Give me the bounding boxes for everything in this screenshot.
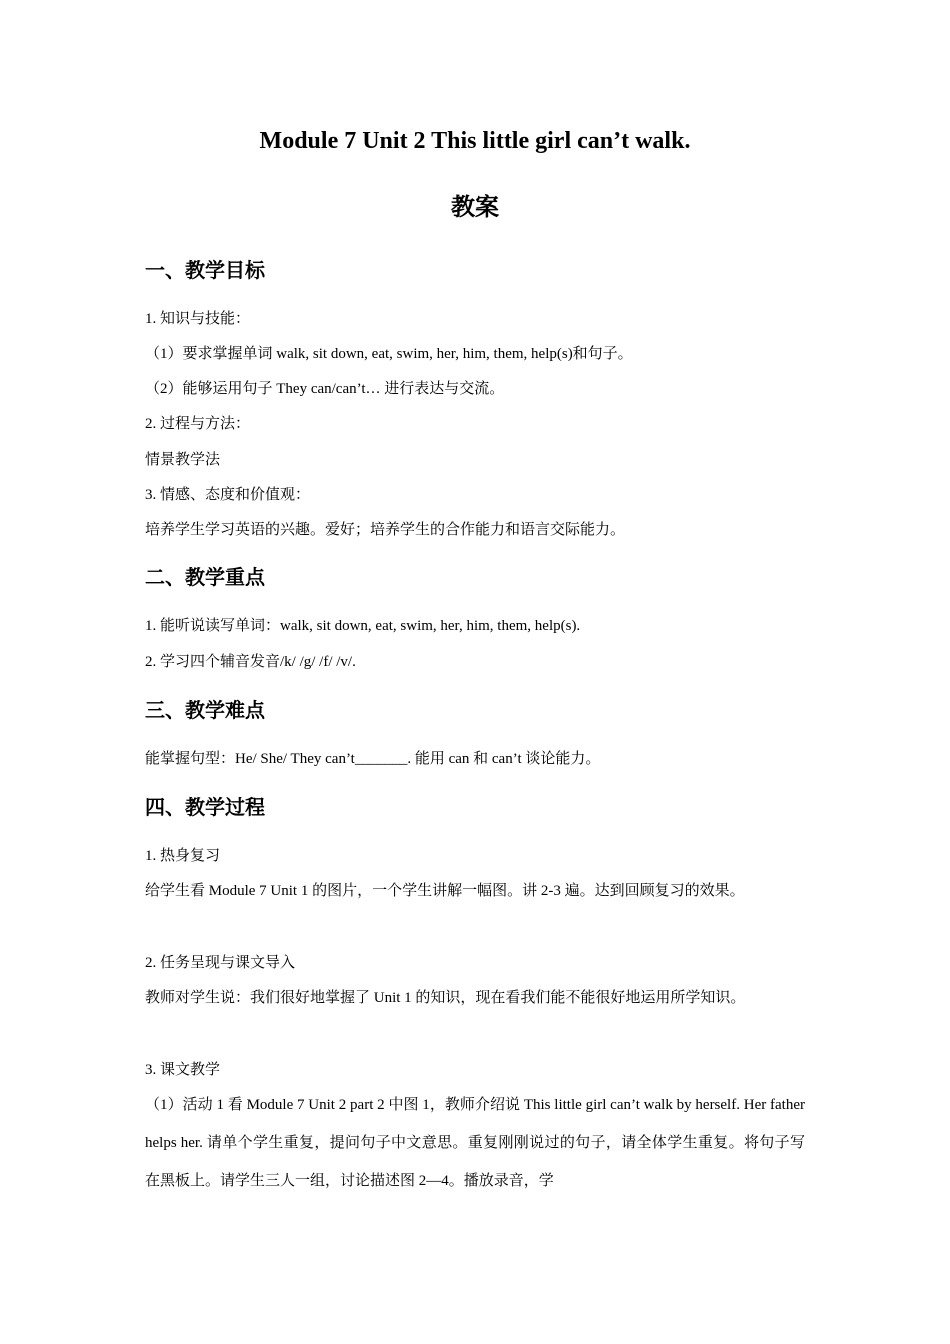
section-heading-process: 四、教学过程 [145, 795, 265, 819]
process-line: 1. 热身复习 [145, 848, 221, 864]
difficulty-line: 能掌握句型：He/ She/ They can’t_______. 能用 can 和 can’t 谈论能力。 [145, 751, 601, 767]
document-title: Module 7 Unit 2 This little girl can’t walk. [259, 128, 691, 154]
section-heading-difficulties: 三、教学难点 [145, 698, 265, 722]
objective-line: 3. 情感、态度和价值观： [145, 487, 311, 503]
document-subtitle: 教案 [451, 193, 499, 221]
section-heading-objectives: 一、教学目标 [145, 258, 265, 282]
key-point-line: 1. 能听说读写单词：walk, sit down, eat, swim, her, him, them, help(s). [145, 618, 581, 634]
process-line: 给学生看 Module 7 Unit 1 的图片，一个学生讲解一幅图。讲 2-3 遍。达到回顾复习的效果。 [145, 883, 745, 899]
section-heading-key-points: 二、教学重点 [145, 565, 265, 589]
process-paragraph: （1）活动 1 看 Module 7 Unit 2 part 2 中图 1，教师介绍说 This little girl can’t walk by herself. Her father helps her. 请单个学生重复，提问句子中文意思。重复刚刚说过的句子，请全体学生重复。将句子写在黑板上。请学生三人一组，讨论描述图 2—4。播放录音，学 [145, 1097, 805, 1189]
process-line: 教师对学生说：我们很好地掌握了 Unit 1 的知识，现在看我们能不能很好地运用所学知识。 [145, 990, 746, 1006]
key-point-line: 2. 学习四个辅音发音/k/ /g/ /f/ /v/. [145, 654, 356, 670]
objective-line: 1. 知识与技能： [145, 311, 251, 327]
process-line: 2. 任务呈现与课文导入 [145, 955, 296, 971]
objective-line: 2. 过程与方法： [145, 416, 251, 432]
objective-line: （2）能够运用句子 They can/can’t… 进行表达与交流。 [145, 381, 505, 397]
process-line: 3. 课文教学 [145, 1062, 221, 1078]
objective-line: （1）要求掌握单词 walk, sit down, eat, swim, her, him, them, help(s)和句子。 [145, 346, 633, 362]
objective-line: 培养学生学习英语的兴趣。爱好；培养学生的合作能力和语言交际能力。 [145, 522, 626, 538]
objective-line: 情景教学法 [145, 452, 221, 468]
